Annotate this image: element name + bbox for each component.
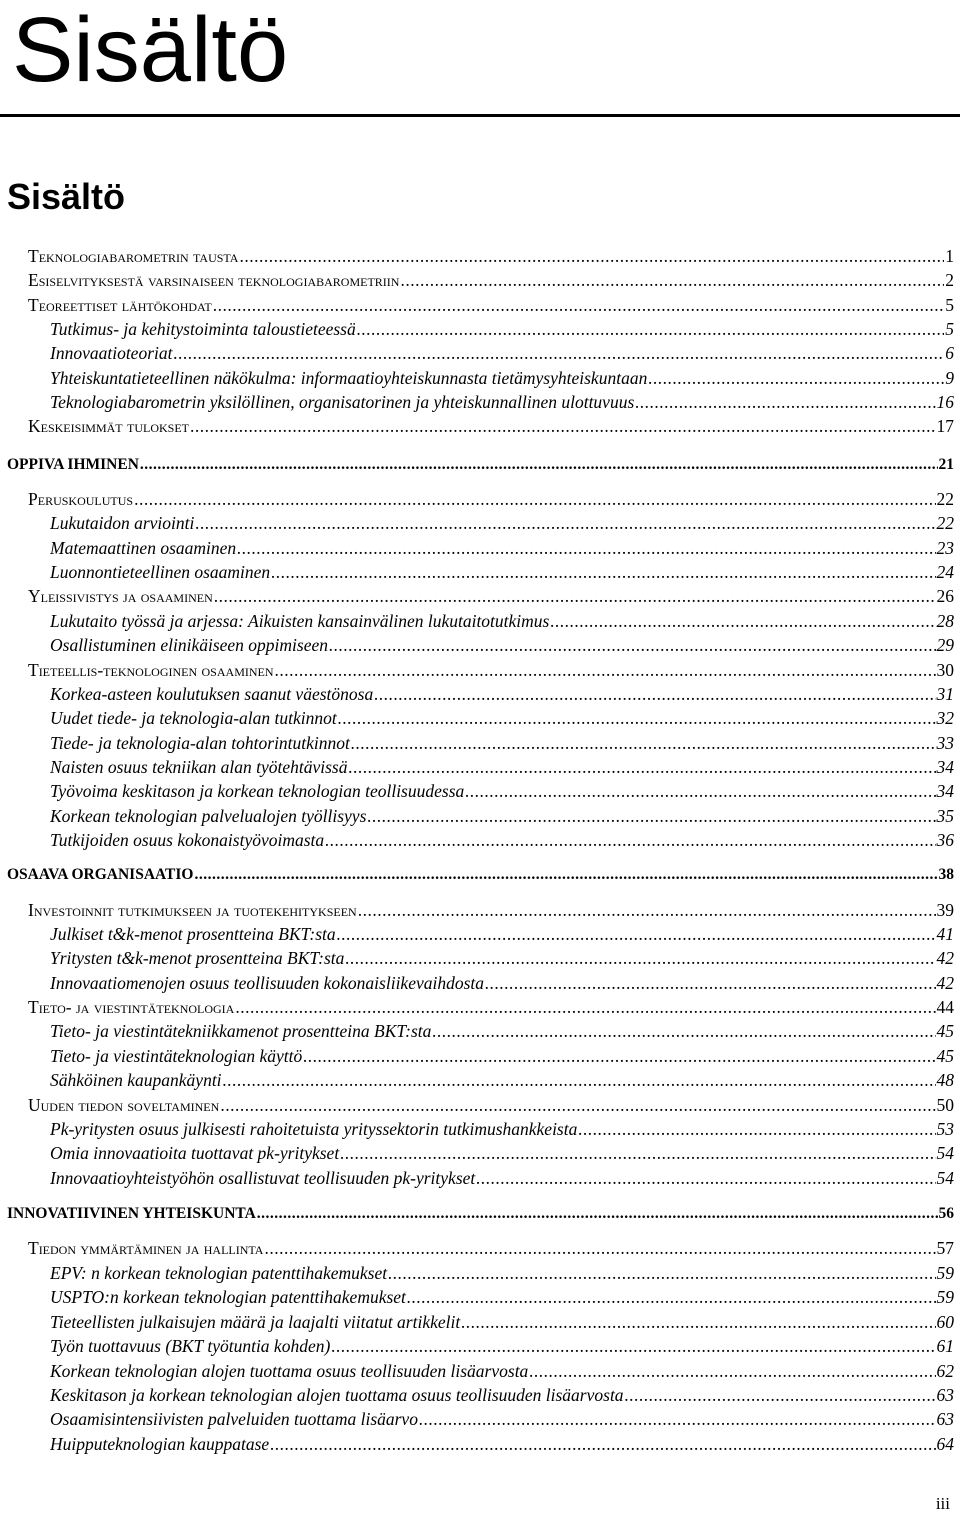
toc-entry-page: 63: [936, 1385, 954, 1405]
toc-entry-page: 62: [936, 1361, 954, 1381]
toc-entry-title: Pk-yritysten osuus julkisesti rahoitetuista yrityssektorin tutkimushankkeista: [50, 1119, 578, 1139]
toc-entry-title: Korkea-asteen koulutuksen saanut väestönosa: [50, 684, 374, 704]
toc-entry-page: 60: [936, 1312, 954, 1332]
toc-entry[interactable]: [50, 1044, 954, 1068]
toc-entry[interactable]: [28, 658, 954, 682]
toc-leader-dots: [358, 898, 936, 922]
toc-entry[interactable]: [50, 755, 954, 779]
toc-entry-title: Tieto- ja viestintätekniikkamenot prosentteina BKT:sta: [50, 1021, 432, 1041]
toc-entry-page: 56: [938, 1205, 954, 1222]
toc-entry[interactable]: [50, 804, 954, 828]
toc-entry-page: 6: [945, 343, 954, 363]
toc-entry-page: 53: [936, 1119, 954, 1139]
toc-entry[interactable]: [50, 1166, 954, 1190]
toc-entry-title: Innovaatioteoriat: [50, 343, 173, 363]
toc-entry[interactable]: [50, 1383, 954, 1407]
toc-entry[interactable]: [50, 1407, 954, 1431]
toc-entry-title: Työn tuottavuus (BKT työtuntia kohden): [50, 1336, 331, 1356]
toc-leader-dots: [337, 922, 936, 946]
toc-entry-page: 21: [938, 456, 954, 473]
toc-entry-title: Huipputeknologian kauppatase: [50, 1434, 270, 1454]
toc-leader-dots: [407, 1285, 936, 1309]
toc-entry-title: Lukutaito työssä ja arjessa: Aikuisten kansainvälinen lukutaitotutkimus: [50, 611, 550, 631]
toc-entry[interactable]: [7, 863, 954, 887]
toc-leader-dots: [351, 731, 936, 755]
toc-entry-title: INNOVATIIVINEN YHTEISKUNTA: [7, 1205, 256, 1222]
toc-entry-page: 31: [936, 684, 954, 704]
toc-entry-title: Lukutaidon arviointi: [50, 513, 195, 533]
toc-entry-title: Työvoima keskitason ja korkean teknologian teollisuudessa: [50, 781, 465, 801]
toc-entry[interactable]: [28, 995, 954, 1019]
toc-entry-title: Naisten osuus tekniikan alan työtehtävissä: [50, 757, 348, 777]
toc-entry[interactable]: [28, 584, 954, 608]
toc-entry-page: 42: [936, 973, 954, 993]
toc-leader-dots: [529, 1359, 935, 1383]
toc-leader-dots: [367, 804, 935, 828]
toc-entry[interactable]: [50, 682, 954, 706]
toc-entry-page: 16: [936, 392, 954, 412]
toc-entry-title: Tieteellisten julkaisujen määrä ja laajalti viitatut artikkelit: [50, 1312, 461, 1332]
toc-entry-page: 64: [936, 1434, 954, 1454]
toc-entry[interactable]: [50, 1117, 954, 1141]
toc-entry[interactable]: [50, 1359, 954, 1383]
toc-entry-title: Osaamisintensiivisten palveluiden tuottama lisäarvo: [50, 1409, 418, 1429]
toc-entry-page: 33: [936, 733, 954, 753]
toc-entry-title: EPV: n korkean teknologian patenttihakemukset: [50, 1263, 388, 1283]
toc-leader-dots: [173, 341, 944, 365]
toc-leader-dots: [348, 755, 935, 779]
toc-leader-dots: [432, 1019, 935, 1043]
toc-entry[interactable]: [50, 1334, 954, 1358]
toc-entry-page: 34: [936, 757, 954, 777]
toc-entry[interactable]: [50, 633, 954, 657]
toc-entry-page: 39: [936, 900, 954, 920]
toc-entry[interactable]: [50, 1068, 954, 1092]
toc-entry-title: Tieto- ja viestintäteknologia: [28, 997, 235, 1017]
toc-entry-page: 1: [945, 246, 954, 266]
toc-entry-page: 22: [936, 489, 954, 509]
toc-entry-page: 42: [936, 948, 954, 968]
toc-entry-title: Sähköinen kaupankäynti: [50, 1070, 222, 1090]
toc-entry-page: 29: [936, 635, 954, 655]
toc-entry[interactable]: [50, 828, 954, 852]
toc-leader-dots: [485, 971, 935, 995]
toc-entry-title: Investoinnit tutkimukseen ja tuotekehitykseen: [28, 900, 357, 920]
toc-entry-title: Korkean teknologian palvelualojen työllisyys: [50, 806, 367, 826]
toc-leader-dots: [345, 946, 935, 970]
footer-page-number: iii: [935, 1494, 950, 1513]
toc-leader-dots: [476, 1166, 935, 1190]
toc-entry-title: Innovaatioyhteistyöhön osallistuvat teollisuuden pk-yritykset: [50, 1168, 476, 1188]
toc-leader-dots: [214, 584, 936, 608]
toc-entry-page: 28: [936, 611, 954, 631]
toc-entry[interactable]: [50, 1141, 954, 1165]
toc-leader-dots: [625, 1383, 936, 1407]
toc-leader-dots: [461, 1310, 935, 1334]
toc-entry-page: 48: [936, 1070, 954, 1090]
toc-leader-dots: [275, 658, 936, 682]
toc-leader-dots: [635, 390, 935, 414]
toc-entry-page: 35: [936, 806, 954, 826]
page-header-title: Sisältö: [12, 0, 289, 101]
toc-entry-page: 22: [936, 513, 954, 533]
toc-entry-title: Peruskoulutus: [28, 489, 134, 509]
toc-entry-page: 63: [936, 1409, 954, 1429]
toc-leader-dots: [223, 1068, 936, 1092]
toc-leader-dots: [340, 1141, 935, 1165]
toc-entry-title: Korkean teknologian alojen tuottama osuus teollisuuden lisäarvosta: [50, 1361, 529, 1381]
toc-leader-dots: [220, 1093, 935, 1117]
toc-entry[interactable]: [50, 366, 954, 390]
toc-entry-page: 5: [945, 319, 954, 339]
toc-entry[interactable]: [50, 922, 954, 946]
toc-entry[interactable]: [50, 560, 954, 584]
toc-entry-title: Yhteiskuntatieteellinen näkökulma: informaatioyhteiskunnasta tietämysyhteiskuntaan: [50, 368, 648, 388]
toc-leader-dots: [465, 779, 935, 803]
toc-entry[interactable]: [50, 341, 954, 365]
toc-entry-page: 54: [936, 1143, 954, 1163]
toc-entry[interactable]: [28, 244, 954, 268]
toc-leader-dots: [271, 560, 935, 584]
toc-entry[interactable]: [50, 731, 954, 755]
toc-leader-dots: [190, 414, 935, 438]
toc-entry[interactable]: [50, 609, 954, 633]
toc-leader-dots: [388, 1261, 935, 1285]
toc-entry-title: Keskitason ja korkean teknologian alojen tuottama osuus teollisuuden lisäarvosta: [50, 1385, 624, 1405]
toc-leader-dots: [270, 1432, 935, 1456]
toc-entry[interactable]: [28, 487, 954, 511]
toc-leader-dots: [213, 293, 945, 317]
toc-leader-dots: [237, 536, 935, 560]
toc-entry-page: 30: [936, 660, 954, 680]
toc-entry-title: Tieto- ja viestintäteknologian käyttö: [50, 1046, 303, 1066]
toc-entry-page: 59: [936, 1287, 954, 1307]
toc-entry-title: Yleissivistys ja osaaminen: [28, 586, 213, 606]
toc-leader-dots: [257, 1202, 938, 1226]
toc-entry-title: Esiselvityksestä varsinaiseen teknologiabarometriin: [28, 270, 400, 290]
toc-entry[interactable]: [50, 1310, 954, 1334]
toc-entry-page: 41: [936, 924, 954, 944]
toc-heading: Sisältö: [7, 176, 126, 217]
toc-leader-dots: [239, 244, 944, 268]
toc-entry[interactable]: [50, 536, 954, 560]
toc-leader-dots: [338, 706, 936, 730]
toc-entry[interactable]: [50, 1432, 954, 1456]
toc-leader-dots: [194, 863, 937, 887]
toc-entry[interactable]: [50, 1285, 954, 1309]
toc-entry-title: Tiedon ymmärtäminen ja hallinta: [28, 1238, 264, 1258]
toc-entry-title: Teoreettiset lähtökohdat: [28, 295, 212, 315]
toc-entry-page: 61: [936, 1336, 954, 1356]
toc-leader-dots: [357, 317, 945, 341]
toc-entry-page: 17: [936, 416, 954, 436]
toc-entry[interactable]: [50, 1261, 954, 1285]
toc-entry-title: Uuden tiedon soveltaminen: [28, 1095, 220, 1115]
toc-entry-page: 38: [938, 866, 954, 883]
toc-entry-title: Uudet tiede- ja teknologia-alan tutkinnot: [50, 708, 337, 728]
toc-entry-title: Matemaattinen osaaminen: [50, 538, 237, 558]
toc-leader-dots: [134, 487, 935, 511]
toc-entry-title: Luonnontieteellinen osaaminen: [50, 562, 271, 582]
toc-entry-page: 26: [936, 586, 954, 606]
toc-entry-title: OPPIVA IHMINEN: [7, 456, 139, 473]
toc-entry-page: 34: [936, 781, 954, 801]
toc-entry[interactable]: [28, 268, 954, 292]
toc-entry-title: Innovaatiomenojen osuus teollisuuden kokonaisliikevaihdosta: [50, 973, 485, 993]
toc-leader-dots: [400, 268, 944, 292]
toc-entry-title: Omia innovaatioita tuottavat pk-yritykset: [50, 1143, 340, 1163]
toc-entry[interactable]: [28, 414, 954, 438]
toc-leader-dots: [648, 366, 944, 390]
toc-entry-title: Julkiset t&k-menot prosentteina BKT:sta: [50, 924, 336, 944]
toc-leader-dots: [303, 1044, 935, 1068]
toc-entry-page: 9: [945, 368, 954, 388]
toc-entry-page: 36: [936, 830, 954, 850]
toc-entry[interactable]: [50, 317, 954, 341]
toc-entry[interactable]: [50, 971, 954, 995]
toc-entry-page: 44: [936, 997, 954, 1017]
toc-entry-title: Osallistuminen elinikäiseen oppimiseen: [50, 635, 329, 655]
toc-entry-page: 45: [936, 1021, 954, 1041]
toc-entry-page: 2: [945, 270, 954, 290]
toc-entry-page: 24: [936, 562, 954, 582]
toc-entry-title: Keskeisimmät tulokset: [28, 416, 190, 436]
toc-entry-page: 59: [936, 1263, 954, 1283]
toc-entry-title: USPTO:n korkean teknologian patenttihakemukset: [50, 1287, 406, 1307]
toc-entry-page: 57: [936, 1238, 954, 1258]
toc-leader-dots: [264, 1236, 935, 1260]
toc-entry-page: 23: [936, 538, 954, 558]
toc-entry-title: Yritysten t&k-menot prosentteina BKT:sta: [50, 948, 345, 968]
toc-entry[interactable]: [7, 1202, 954, 1226]
toc-leader-dots: [235, 995, 935, 1019]
toc-entry-page: 50: [936, 1095, 954, 1115]
toc-entry-page: 5: [945, 295, 954, 315]
toc-entry[interactable]: [28, 1093, 954, 1117]
toc-entry[interactable]: [50, 1019, 954, 1043]
toc-entry-title: Tieteellis-teknologinen osaaminen: [28, 660, 274, 680]
toc-entry[interactable]: [50, 511, 954, 535]
toc-entry[interactable]: [28, 293, 954, 317]
toc-leader-dots: [550, 609, 935, 633]
toc-entry[interactable]: [50, 779, 954, 803]
toc-entry-title: Tutkijoiden osuus kokonaistyövoimasta: [50, 830, 325, 850]
toc-entry[interactable]: [28, 1236, 954, 1260]
toc-entry[interactable]: [50, 390, 954, 414]
toc-entry-title: Teknologiabarometrin tausta: [28, 246, 239, 266]
toc-leader-dots: [140, 453, 938, 477]
toc-leader-dots: [329, 633, 935, 657]
toc-entry-page: 54: [936, 1168, 954, 1188]
toc-leader-dots: [331, 1334, 935, 1358]
toc-entry[interactable]: [28, 898, 954, 922]
toc-leader-dots: [419, 1407, 936, 1431]
toc-entry-title: Tiede- ja teknologia-alan tohtorintutkinnot: [50, 733, 350, 753]
toc-leader-dots: [374, 682, 935, 706]
toc-entry-title: OSAAVA ORGANISAATIO: [7, 866, 194, 883]
toc-entry-title: Teknologiabarometrin yksilöllinen, organisatorinen ja yhteiskunnallinen ulottuvuus: [50, 392, 635, 412]
toc-entry[interactable]: [50, 946, 954, 970]
toc-entry-title: Tutkimus- ja kehitystoiminta taloustieteessä: [50, 319, 356, 339]
toc-entry-page: 32: [936, 708, 954, 728]
toc-leader-dots: [195, 511, 935, 535]
toc-entry[interactable]: [7, 453, 954, 477]
toc-entry-page: 45: [936, 1046, 954, 1066]
toc-leader-dots: [578, 1117, 935, 1141]
toc-leader-dots: [325, 828, 935, 852]
toc-entry[interactable]: [50, 706, 954, 730]
